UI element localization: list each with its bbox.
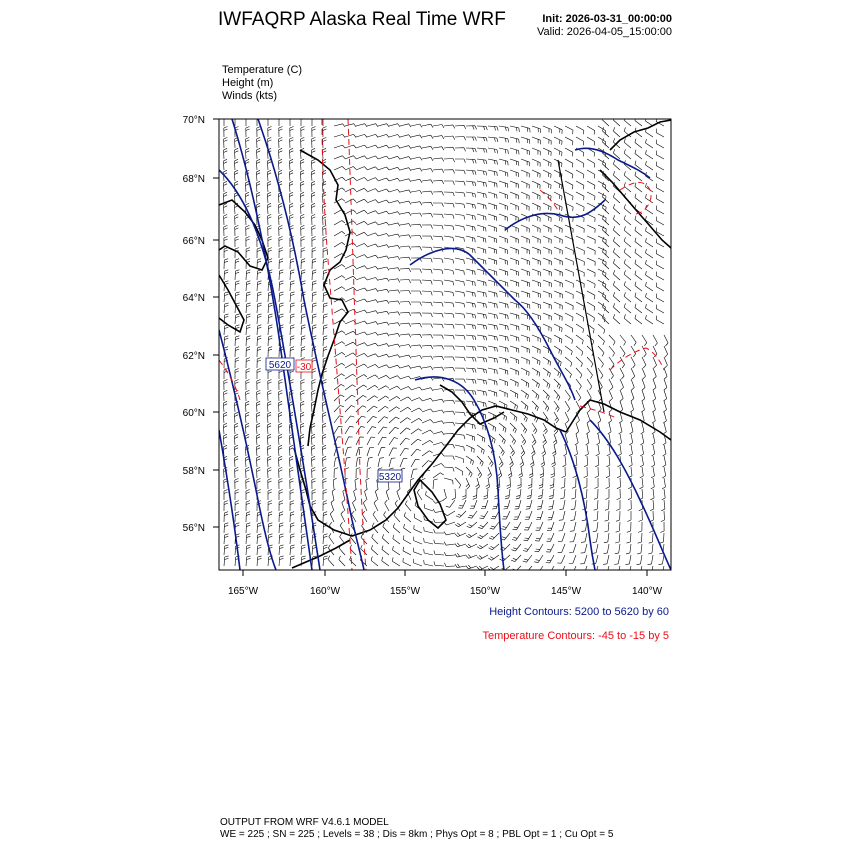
svg-text:5320: 5320	[378, 472, 402, 483]
temperature-contours	[219, 119, 664, 570]
lon-label: 160°W	[309, 586, 341, 597]
longitude-axis	[228, 570, 663, 597]
valid-time: Valid: 2026-04-05_15:00:00	[537, 26, 672, 38]
contour-label-5620	[266, 358, 294, 371]
lon-label: 150°W	[469, 586, 501, 597]
footer-model: OUTPUT FROM WRF V4.6.1 MODEL	[220, 817, 389, 828]
svg-text:5620: 5620	[268, 360, 292, 371]
lat-label: 56°N	[182, 523, 205, 534]
lat-label: 58°N	[182, 466, 205, 477]
lat-label: 60°N	[182, 408, 205, 419]
contour-label-minus30	[296, 360, 312, 373]
lat-label: 66°N	[182, 236, 205, 247]
variable-height: Height (m)	[222, 77, 274, 89]
plot-title: IWFAQRP Alaska Real Time WRF	[218, 9, 506, 30]
latitude-axis	[183, 115, 219, 534]
legend-height-contours: Height Contours: 5200 to 5620 by 60	[489, 606, 669, 618]
lat-label: 62°N	[182, 351, 205, 362]
lon-label: 145°W	[550, 586, 582, 597]
init-time: Init: 2026-03-31_00:00:00	[542, 13, 672, 25]
lon-label: 140°W	[631, 586, 663, 597]
lat-label: 68°N	[182, 174, 205, 185]
wind-barbs	[223, 116, 668, 576]
lon-label: 165°W	[227, 586, 259, 597]
legend-temperature-contours: Temperature Contours: -45 to -15 by 5	[482, 630, 669, 642]
svg-text:-30: -30	[296, 362, 312, 373]
lat-label: 64°N	[182, 293, 205, 304]
lat-label: 70°N	[182, 115, 205, 126]
border-line	[558, 160, 604, 412]
footer-settings: WE = 225 ; SN = 225 ; Levels = 38 ; Dis = 8km ; Phys Opt = 8 ; PBL Opt = 1 ; Cu Opt = 5	[220, 829, 614, 840]
lon-label: 155°W	[389, 586, 421, 597]
wind-barb-field	[223, 116, 668, 576]
variable-winds: Winds (kts)	[222, 90, 277, 102]
contour-label-5320	[378, 470, 402, 483]
variable-temperature: Temperature (C)	[222, 64, 303, 76]
